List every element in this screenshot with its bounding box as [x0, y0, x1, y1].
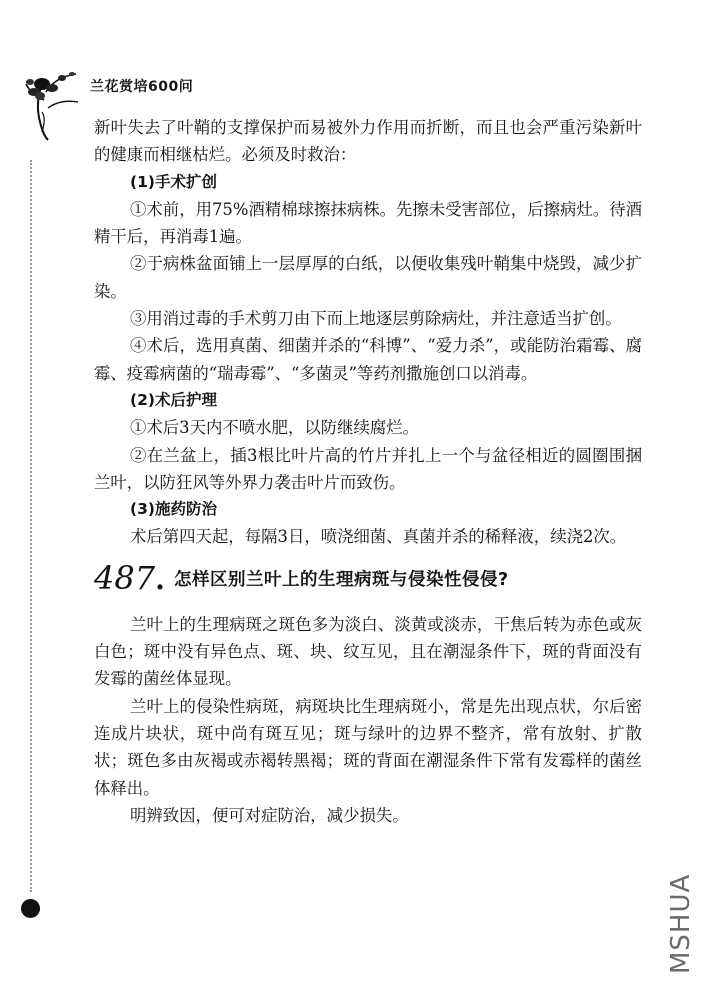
- watermark: MSHUA: [666, 873, 696, 974]
- margin-bullet: [21, 899, 40, 918]
- question-heading: [94, 558, 642, 601]
- book-title: 兰花赏培600问: [90, 79, 194, 95]
- question-number-dot: .: [155, 562, 165, 596]
- subheading: (3)施药防治: [130, 500, 217, 519]
- margin-dotted-rule: [30, 160, 32, 892]
- paragraph: 明辨致因，便可对症防治，减少损失。: [130, 805, 409, 825]
- question-text: 怎样区别兰叶上的生理病斑与侵染性侵侵?: [174, 569, 509, 590]
- paragraph: ②在兰盆上，插3根比叶片高的竹片并扎上一个与盆径相近的圆圈围捆兰叶，以防狂风等外界力袭击叶片而致伤。: [94, 445, 642, 492]
- subheading: (1)手术扩创: [130, 172, 217, 191]
- paragraph: ③用消过毒的手术剪刀由下而上地逐层剪除病灶，并注意适当扩创。: [130, 309, 622, 329]
- paragraph: ④术后，选用真菌、细菌并杀的“科博”、“爱力杀”，或能防治霜霉、腐霉、疫霉病菌的“瑞毒霉”、“多菌灵”等药剂撒施创口以消毒。: [94, 336, 642, 383]
- paragraph: ①术后3天内不喷水肥，以防继续腐烂。: [130, 418, 420, 438]
- paragraph: 兰叶上的生理病斑之斑色多为淡白、淡黄或淡赤，干焦后转为赤色或灰白色；斑中没有异色点、斑、块、纹互见，且在潮湿条件下，斑的背面没有发霉的菌丝体显现。: [94, 614, 642, 689]
- page-body: [94, 114, 642, 829]
- paragraph: 新叶失去了叶鞘的支撑保护而易被外力作用而折断，而且也会严重污染新叶的健康而相继枯烂。必须及时救治：: [94, 118, 642, 165]
- orchid-icon: [22, 62, 92, 142]
- paragraph: ①术前，用75%酒精棉球擦抹病株。先擦未受害部位，后擦病灶。待酒精干后，再消毒1遍。: [94, 199, 642, 247]
- subheading: (2)术后护理: [130, 390, 217, 409]
- paragraph: 兰叶上的侵染性病斑，病斑块比生理病斑小，常是先出现点状，尔后密连成片块状，斑中尚有斑互见；斑与绿叶的边界不整齐，常有放射、扩散状；斑色多由灰褐或赤褐转黑褐；斑的背面在潮湿条件下常有发霉样的菌丝体释出。: [94, 696, 642, 798]
- paragraph: ②于病株盆面铺上一层厚厚的白纸，以便收集残叶鞘集中烧毁，减少扩染。: [94, 254, 642, 301]
- question-number: 487: [94, 558, 156, 597]
- paragraph: 术后第四天起，每隔3日，喷浇细菌、真菌并杀的稀释液，续浇2次。: [130, 527, 627, 547]
